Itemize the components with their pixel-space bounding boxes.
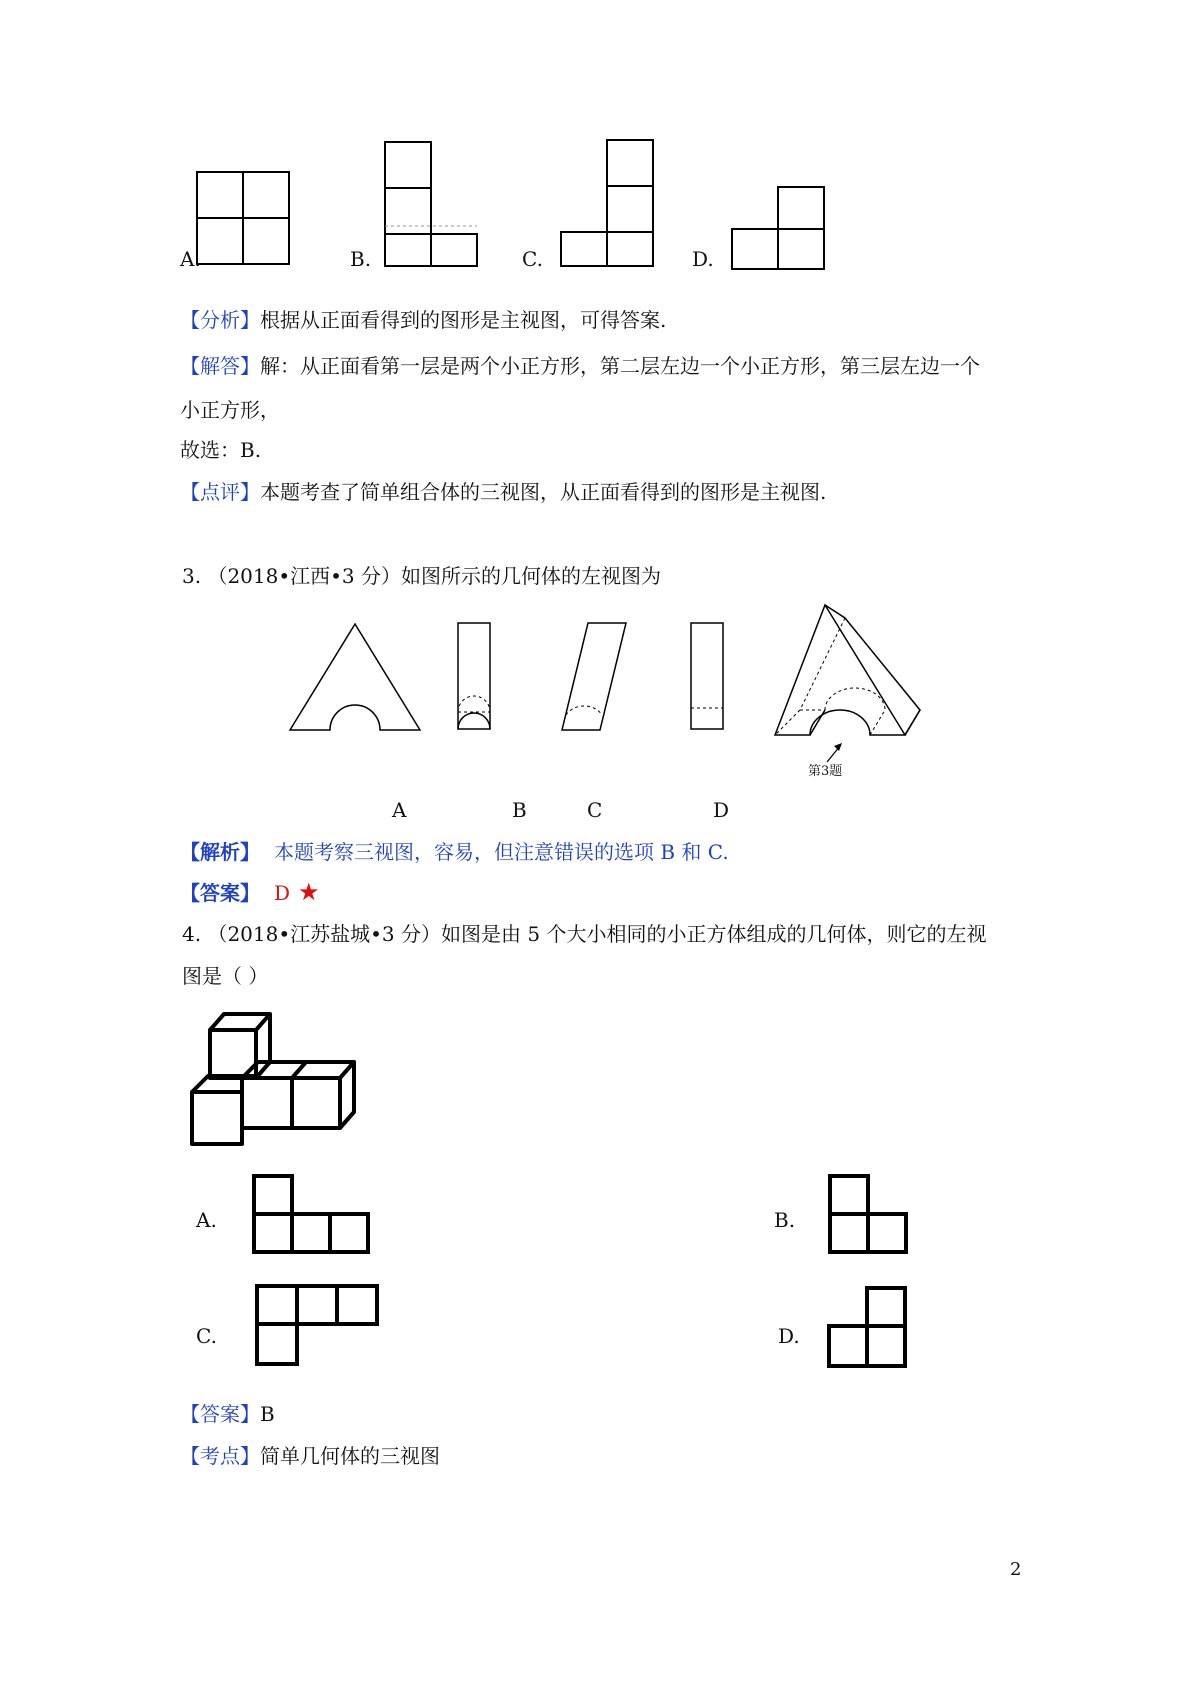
q4-option-b-label: B. <box>774 1208 796 1232</box>
q3-option-d-figure <box>688 620 728 735</box>
answer-value: B <box>260 1402 275 1426</box>
q4-option-a-figure <box>250 1172 375 1257</box>
analysis-tag: 【分析】 <box>180 308 260 332</box>
comment-text: 本题考查了简单组合体的三视图，从正面看得到的图形是主视图. <box>260 480 827 504</box>
point-tag: 【考点】 <box>180 1444 260 1468</box>
analysis-text: 根据从正面看得到的图形是主视图，可得答案. <box>260 308 667 332</box>
star-icon: ★ <box>298 878 320 906</box>
q2-option-d-figure <box>730 185 840 275</box>
q3-figure-caption: 第3题 <box>808 764 843 779</box>
q2-option-a-figure <box>195 170 295 270</box>
q4-stem-line1: 4. （2018•江苏盐城•3 分）如图是由 5 个大小相同的小正方体组成的几何体，则它的左视 <box>182 922 987 946</box>
q3-label-d: D <box>713 798 730 822</box>
point-text: 简单几何体的三视图 <box>260 1444 440 1468</box>
q4-solid-figure <box>188 1004 378 1150</box>
q2-analysis <box>180 306 666 334</box>
analysis-tag: 【解析】 <box>180 840 260 864</box>
q4-answer <box>180 1400 275 1428</box>
q2-answer-line2: 小正方形， <box>180 398 280 422</box>
q2-option-c-figure <box>557 138 667 270</box>
analysis-text: 本题考察三视图，容易，但注意错误的选项 B 和 C. <box>274 840 729 864</box>
q3-option-a-figure <box>285 620 425 735</box>
comment-tag: 【点评】 <box>180 480 260 504</box>
q4-option-c-label: C. <box>196 1324 217 1348</box>
answer-tag: 【答案】 <box>180 881 260 905</box>
answer-text-line1: 解：从正面看第一层是两个小正方形，第二层左边一个小正方形，第三层左边一个 <box>260 354 980 378</box>
page-number: 2 <box>1010 1559 1022 1580</box>
q3-label-c: C <box>587 798 603 822</box>
answer-tag: 【答案】 <box>180 1402 260 1426</box>
q3-answer <box>180 878 320 907</box>
q3-option-b-figure <box>455 620 495 735</box>
answer-value: D <box>274 881 291 905</box>
q3-label-b: B <box>512 798 527 822</box>
q2-option-b-label: B. <box>350 247 372 271</box>
q2-option-d-label: D. <box>692 247 714 271</box>
q2-answer <box>180 352 980 380</box>
q4-option-b-figure <box>826 1172 916 1257</box>
q2-option-b-figure <box>383 140 493 270</box>
q4-point <box>180 1442 440 1470</box>
answer-tag: 【解答】 <box>180 354 260 378</box>
q3-stem: 3. （2018•江西•3 分）如图所示的几何体的左视图为 <box>182 564 662 588</box>
q4-option-c-figure <box>253 1282 383 1368</box>
q3-solid-figure <box>770 600 920 770</box>
q2-option-a-label: A. <box>180 247 201 271</box>
q4-option-a-label: A. <box>196 1208 217 1232</box>
q2-comment <box>180 478 826 506</box>
q3-analysis <box>180 838 729 866</box>
q2-choice: 故选：B. <box>180 438 262 462</box>
q3-label-a: A <box>392 798 407 822</box>
q4-stem-line2: 图是（ ） <box>182 964 269 988</box>
q3-option-c-figure <box>558 620 633 735</box>
q2-option-c-label: C. <box>522 247 543 271</box>
q4-option-d-label: D. <box>778 1324 800 1348</box>
q4-option-d-figure <box>823 1284 913 1370</box>
